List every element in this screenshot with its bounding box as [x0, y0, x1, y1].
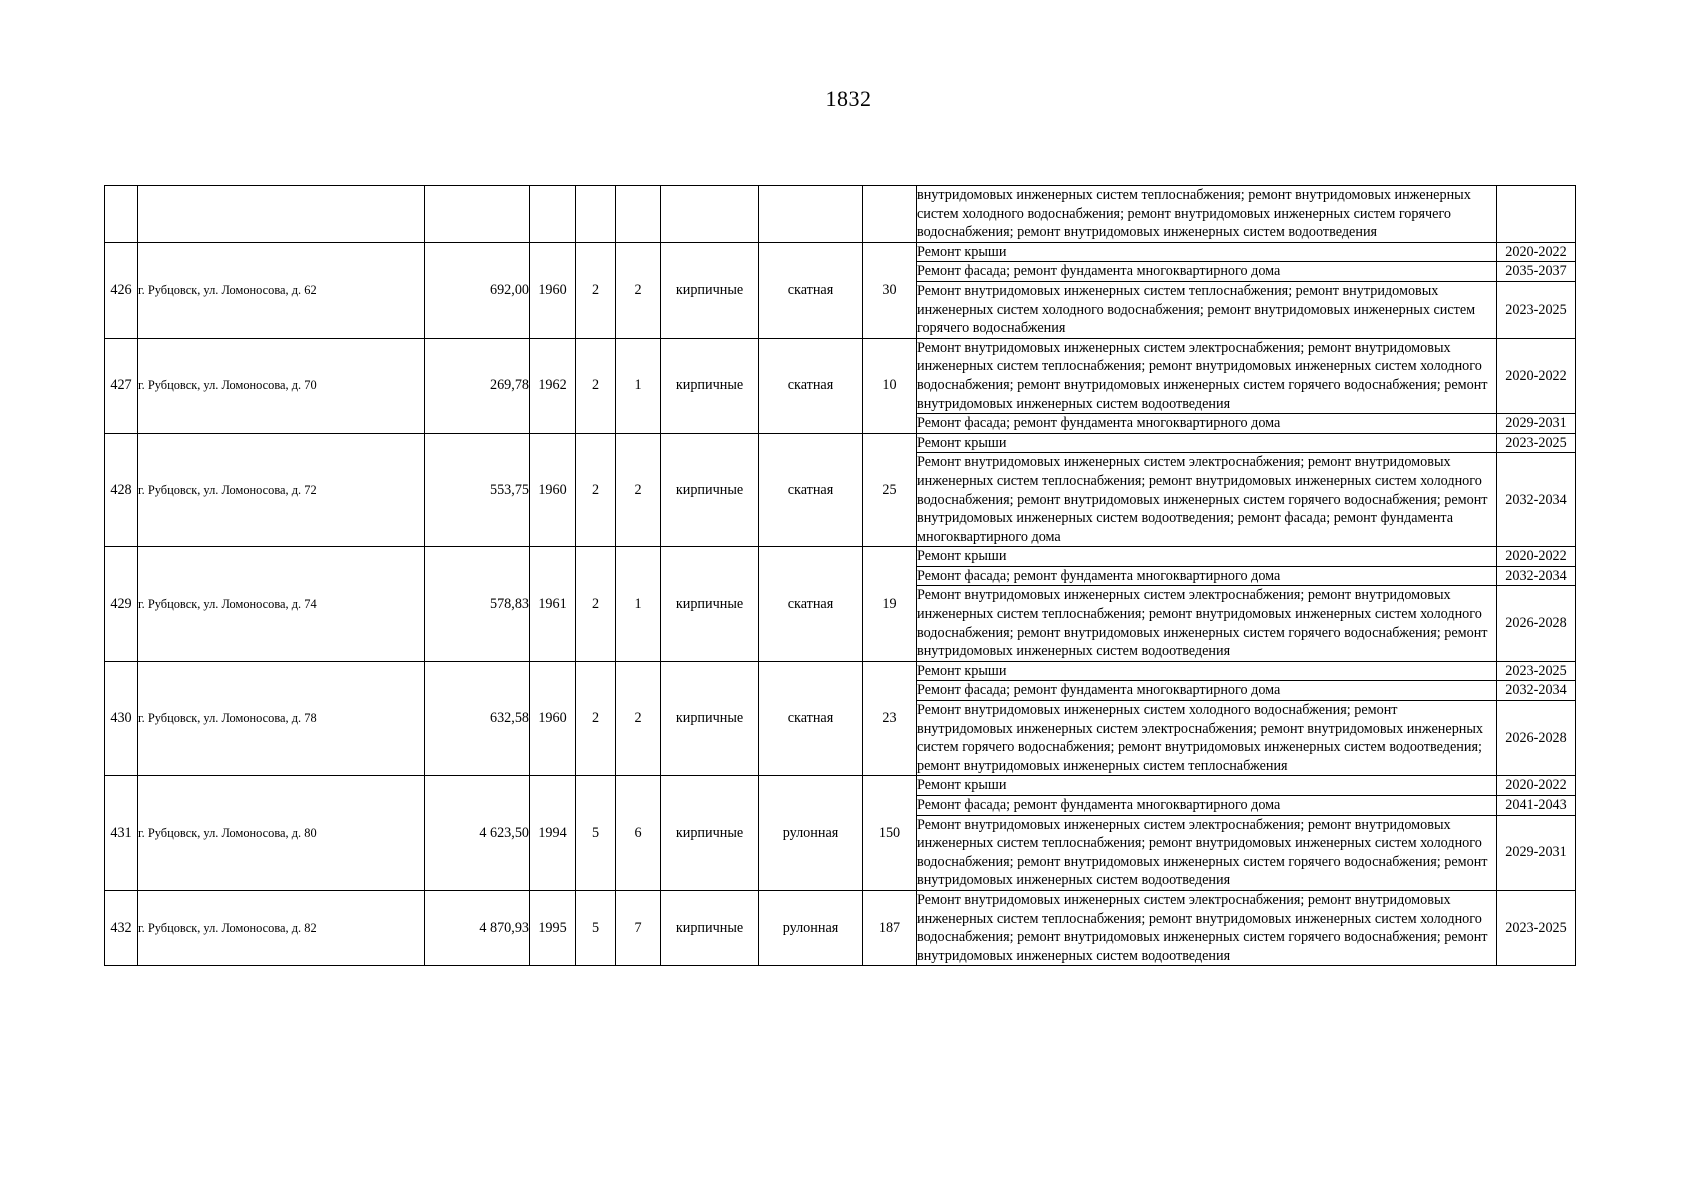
work-description: Ремонт крыши	[917, 433, 1497, 453]
house-address: г. Рубцовск, ул. Ломоносова, д. 74	[138, 547, 425, 662]
entrance-count: 2	[616, 433, 661, 547]
page-number: 1832	[825, 86, 872, 111]
work-description: Ремонт внутридомовых инженерных систем теплоснабжения; ремонт внутридомовых инженерных систем холодного водоснабжения; ремонт внутридомовых инженерных систем горячего водоснабжения	[917, 281, 1497, 338]
work-description: Ремонт фасада; ремонт фундамента многоквартирного дома	[917, 796, 1497, 816]
resident-count: 187	[863, 890, 917, 965]
cell-empty	[863, 186, 917, 243]
house-row	[105, 338, 1576, 413]
house-number: 430	[105, 661, 138, 776]
build-year: 1994	[530, 776, 576, 891]
cell-empty	[105, 186, 138, 243]
work-period: 2020-2022	[1497, 547, 1576, 567]
house-number: 429	[105, 547, 138, 662]
floor-count: 5	[576, 776, 616, 891]
work-period: 2020-2022	[1497, 242, 1576, 262]
wall-material: кирпичные	[661, 890, 759, 965]
cell-empty	[530, 186, 576, 243]
work-period: 2023-2025	[1497, 890, 1576, 965]
work-description: внутридомовых инженерных систем теплоснабжения; ремонт внутридомовых инженерных систем холодного водоснабжения; ремонт внутридомовых инженерных систем горячего водоснабжения; ремонт внутридомовых инженерных систем водоотведения	[917, 186, 1497, 243]
house-number: 428	[105, 433, 138, 547]
house-area: 4 870,93	[425, 890, 530, 965]
work-description: Ремонт внутридомовых инженерных систем холодного водоснабжения; ремонт внутридомовых инженерных систем электроснабжения; ремонт внутридомовых инженерных систем горячего водоснабжения; ремонт внутридомовых инженерных систем водоотведения; ремонт внутридомовых инженерных систем теплоснабжения	[917, 701, 1497, 776]
build-year: 1960	[530, 661, 576, 776]
work-period: 2029-2031	[1497, 815, 1576, 890]
house-row	[105, 242, 1576, 262]
entrance-count: 1	[616, 547, 661, 662]
work-description: Ремонт фасада; ремонт фундамента многоквартирного дома	[917, 681, 1497, 701]
floor-count: 2	[576, 242, 616, 338]
house-address: г. Рубцовск, ул. Ломоносова, д. 78	[138, 661, 425, 776]
work-description: Ремонт внутридомовых инженерных систем электроснабжения; ремонт внутридомовых инженерных систем теплоснабжения; ремонт внутридомовых инженерных систем холодного водоснабжения; ремонт внутридомовых инженерных систем горячего водоснабжения; ремонт внутридомовых инженерных систем водоотведения	[917, 338, 1497, 413]
work-period: 2020-2022	[1497, 776, 1576, 796]
cell-empty	[576, 186, 616, 243]
build-year: 1960	[530, 242, 576, 338]
house-area: 578,83	[425, 547, 530, 662]
house-address: г. Рубцовск, ул. Ломоносова, д. 72	[138, 433, 425, 547]
entrance-count: 2	[616, 661, 661, 776]
work-description: Ремонт крыши	[917, 661, 1497, 681]
cell-empty	[661, 186, 759, 243]
cell-empty	[616, 186, 661, 243]
work-period: 2023-2025	[1497, 661, 1576, 681]
build-year: 1961	[530, 547, 576, 662]
house-area: 4 623,50	[425, 776, 530, 891]
resident-count: 23	[863, 661, 917, 776]
work-period	[1497, 186, 1576, 243]
house-row	[105, 547, 1576, 567]
work-description: Ремонт фасада; ремонт фундамента многоквартирного дома	[917, 566, 1497, 586]
work-period: 2035-2037	[1497, 262, 1576, 282]
work-description: Ремонт крыши	[917, 242, 1497, 262]
resident-count: 150	[863, 776, 917, 891]
wall-material: кирпичные	[661, 776, 759, 891]
build-year: 1960	[530, 433, 576, 547]
work-period: 2020-2022	[1497, 338, 1576, 413]
house-area: 692,00	[425, 242, 530, 338]
wall-material: кирпичные	[661, 547, 759, 662]
house-row	[105, 776, 1576, 796]
build-year: 1995	[530, 890, 576, 965]
house-row	[105, 890, 1576, 965]
work-description: Ремонт внутридомовых инженерных систем электроснабжения; ремонт внутридомовых инженерных систем теплоснабжения; ремонт внутридомовых инженерных систем холодного водоснабжения; ремонт внутридомовых инженерных систем горячего водоснабжения; ремонт внутридомовых инженерных систем водоотведения	[917, 586, 1497, 661]
work-period: 2029-2031	[1497, 414, 1576, 434]
entrance-count: 1	[616, 338, 661, 433]
house-number: 426	[105, 242, 138, 338]
roof-type: скатная	[759, 338, 863, 433]
house-number: 432	[105, 890, 138, 965]
floor-count: 2	[576, 547, 616, 662]
house-area: 269,78	[425, 338, 530, 433]
roof-type: рулонная	[759, 890, 863, 965]
work-description: Ремонт внутридомовых инженерных систем электроснабжения; ремонт внутридомовых инженерных систем теплоснабжения; ремонт внутридомовых инженерных систем холодного водоснабжения; ремонт внутридомовых инженерных систем горячего водоснабжения; ремонт внутридомовых инженерных систем водоотведения	[917, 890, 1497, 965]
roof-type: скатная	[759, 433, 863, 547]
house-row	[105, 433, 1576, 453]
house-area: 553,75	[425, 433, 530, 547]
floor-count: 2	[576, 433, 616, 547]
work-description: Ремонт фасада; ремонт фундамента многоквартирного дома	[917, 262, 1497, 282]
house-area: 632,58	[425, 661, 530, 776]
wall-material: кирпичные	[661, 433, 759, 547]
work-description: Ремонт крыши	[917, 776, 1497, 796]
work-period: 2023-2025	[1497, 433, 1576, 453]
work-period: 2032-2034	[1497, 453, 1576, 547]
resident-count: 30	[863, 242, 917, 338]
work-description: Ремонт фасада; ремонт фундамента многоквартирного дома	[917, 414, 1497, 434]
work-description: Ремонт крыши	[917, 547, 1497, 567]
work-period: 2032-2034	[1497, 566, 1576, 586]
house-address: г. Рубцовск, ул. Ломоносова, д. 82	[138, 890, 425, 965]
house-number: 431	[105, 776, 138, 891]
repair-schedule-table	[104, 185, 1576, 966]
wall-material: кирпичные	[661, 242, 759, 338]
resident-count: 25	[863, 433, 917, 547]
work-description: Ремонт внутридомовых инженерных систем электроснабжения; ремонт внутридомовых инженерных систем теплоснабжения; ремонт внутридомовых инженерных систем холодного водоснабжения; ремонт внутридомовых инженерных систем горячего водоснабжения; ремонт внутридомовых инженерных систем водоотведения	[917, 815, 1497, 890]
house-row	[105, 661, 1576, 681]
floor-count: 5	[576, 890, 616, 965]
house-address: г. Рубцовск, ул. Ломоносова, д. 80	[138, 776, 425, 891]
roof-type: скатная	[759, 661, 863, 776]
entrance-count: 2	[616, 242, 661, 338]
build-year: 1962	[530, 338, 576, 433]
wall-material: кирпичные	[661, 661, 759, 776]
wall-material: кирпичные	[661, 338, 759, 433]
roof-type: скатная	[759, 242, 863, 338]
floor-count: 2	[576, 661, 616, 776]
work-period: 2041-2043	[1497, 796, 1576, 816]
entrance-count: 6	[616, 776, 661, 891]
work-period: 2023-2025	[1497, 281, 1576, 338]
cell-empty	[138, 186, 425, 243]
resident-count: 10	[863, 338, 917, 433]
entrance-count: 7	[616, 890, 661, 965]
roof-type: скатная	[759, 547, 863, 662]
work-period: 2026-2028	[1497, 586, 1576, 661]
work-description: Ремонт внутридомовых инженерных систем электроснабжения; ремонт внутридомовых инженерных систем теплоснабжения; ремонт внутридомовых инженерных систем холодного водоснабжения; ремонт внутридомовых инженерных систем горячего водоснабжения; ремонт внутридомовых инженерных систем водоотведения; ремонт фасада; ремонт фундамента многоквартирного дома	[917, 453, 1497, 547]
house-address: г. Рубцовск, ул. Ломоносова, д. 62	[138, 242, 425, 338]
house-number: 427	[105, 338, 138, 433]
cell-empty	[759, 186, 863, 243]
resident-count: 19	[863, 547, 917, 662]
work-period: 2026-2028	[1497, 701, 1576, 776]
roof-type: рулонная	[759, 776, 863, 891]
work-period: 2032-2034	[1497, 681, 1576, 701]
cell-empty	[425, 186, 530, 243]
house-address: г. Рубцовск, ул. Ломоносова, д. 70	[138, 338, 425, 433]
floor-count: 2	[576, 338, 616, 433]
continuation-row	[105, 186, 1576, 243]
